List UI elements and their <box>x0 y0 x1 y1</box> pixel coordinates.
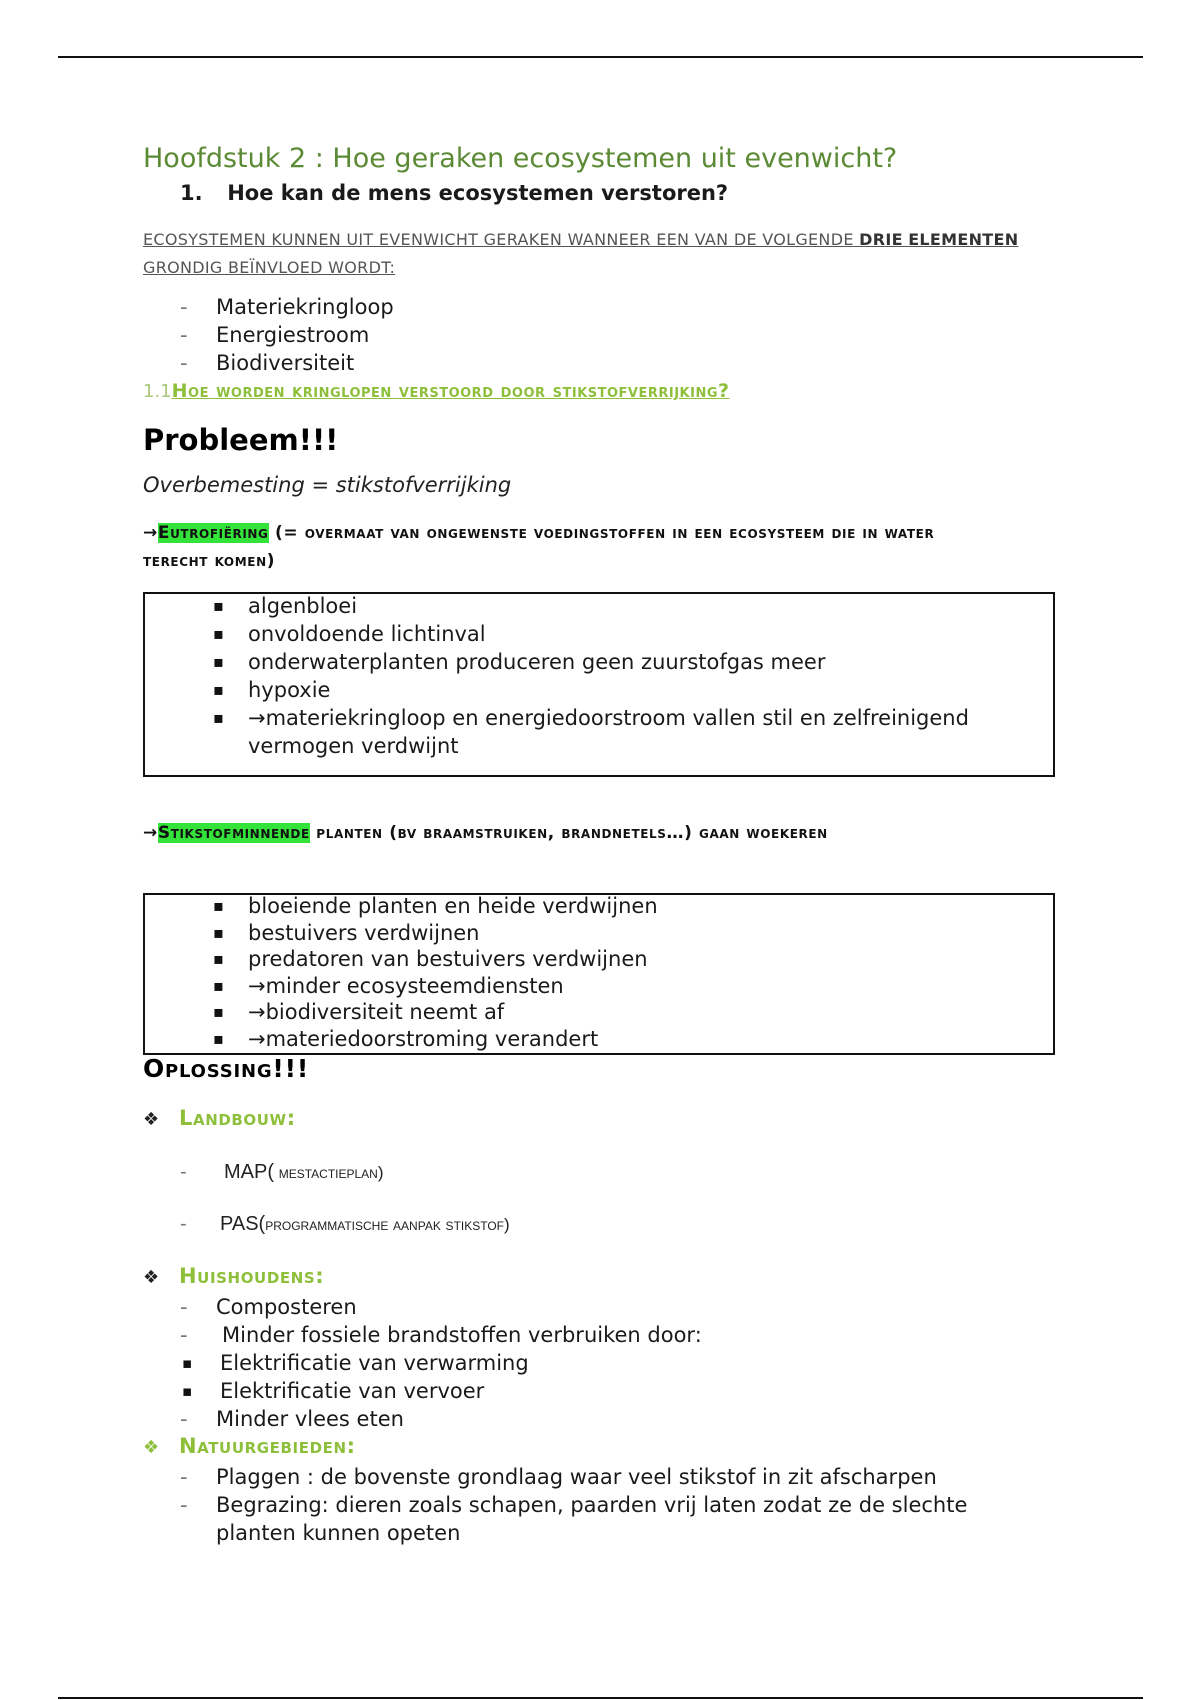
list-item: ▪ →materiedoorstroming verandert <box>145 1026 1053 1053</box>
pas-full: programmatische aanpak stikstof) <box>265 1215 510 1234</box>
overbemesting-line: Overbemesting = stikstofverrijking <box>143 473 512 497</box>
list-item: - Energiestroom <box>180 321 394 349</box>
list-item: - Plaggen : de bovenste grondlaag waar veel stikstof in zit afscharpen <box>180 1463 1040 1491</box>
map-item <box>180 1161 384 1184</box>
intro-paragraph <box>143 226 1023 282</box>
sub-list-item: ▪ Elektrificatie van vervoer <box>164 1377 702 1405</box>
list-item: ▪ →materiekringloop en energiedoorstroom vallen stil en zelfreinigend vermogen verdwijnt <box>145 704 1053 760</box>
stikstof-rest: planten (bv braamstruiken, brandnetels…) gaan woekeren <box>309 823 828 843</box>
list-item: - Minder vlees eten <box>180 1405 702 1433</box>
list-item: ▪ predatoren van bestuivers verdwijnen <box>145 946 1053 973</box>
list-item <box>180 1321 702 1349</box>
stikstof-effects-list <box>145 893 1053 1052</box>
stikstof-heading <box>143 819 1003 847</box>
natuurgebieden-list <box>180 1463 1040 1547</box>
subsection-heading <box>143 380 730 402</box>
eutrofiering-term: Eutrofiëring <box>157 523 269 543</box>
list-item: ▪ onvoldoende lichtinval <box>145 620 1053 648</box>
list-item: ▪ bloeiende planten en heide verdwijnen <box>145 893 1053 920</box>
oplossing-heading: Oplossing!!! <box>143 1054 310 1083</box>
dash-icon: - <box>180 1161 187 1183</box>
landbouw-heading <box>143 1106 296 1130</box>
huishoudens-heading <box>143 1264 324 1288</box>
section-title: Hoe kan de mens ecosystemen verstoren? <box>227 181 729 205</box>
list-item: ▪ bestuivers verdwijnen <box>145 920 1053 947</box>
list-item: ▪ onderwaterplanten produceren geen zuurstofgas meer <box>145 648 1053 676</box>
list-item: ▪ algenbloei <box>145 592 1053 620</box>
section-heading <box>180 181 728 205</box>
intro-bold-drie: DRIE <box>859 230 903 249</box>
natuurgebieden-heading <box>143 1434 356 1458</box>
landbouw-title: Landbouw: <box>179 1106 296 1130</box>
huishoudens-title: Huishoudens: <box>179 1264 325 1288</box>
list-item: ▪ hypoxie <box>145 676 1053 704</box>
diamond-bullet-icon: ❖ <box>143 1109 160 1130</box>
eutrofiering-effects-box <box>143 592 1055 777</box>
dash-icon: - <box>180 1213 187 1235</box>
subsection-number: 1.1 <box>143 381 172 402</box>
subsection-title: Hoe worden kringlopen verstoord door stikstofverrijking? <box>171 380 730 402</box>
top-rule <box>58 56 1143 58</box>
intro-bold-elementen: ELEMENTEN <box>908 230 1019 249</box>
eutrofiering-effects-list <box>145 592 1053 760</box>
pas-abbr: PAS( <box>220 1213 266 1235</box>
list-item: - Biodiversiteit <box>180 349 394 377</box>
section-number: 1. <box>180 181 203 205</box>
list-item-text: Minder fossiele brandstoffen verbruiken door: <box>222 1323 702 1347</box>
diamond-bullet-icon: ❖ <box>143 1267 160 1288</box>
eutrofiering-rest: (= overmaat van ongewenste voedingstoffen in een ecosysteem die in water terecht komen) <box>143 523 935 571</box>
probleem-heading: Probleem!!! <box>143 423 339 457</box>
sub-list-item: ▪ Elektrificatie van verwarming <box>164 1349 702 1377</box>
arrow-icon: → <box>143 523 158 543</box>
huishoudens-list <box>180 1293 702 1433</box>
chapter-title: Hoofdstuk 2 : Hoe geraken ecosystemen uit evenwicht? <box>143 143 898 174</box>
list-item: - Begrazing: dieren zoals schapen, paarden vrij laten zodat ze de slechte planten kunnen opeten <box>180 1491 1040 1547</box>
bottom-rule <box>58 1697 1143 1699</box>
intro-part2: GRONDIG BEÏNVLOED WORDT: <box>143 258 396 277</box>
stikstof-term: Stikstofminnende <box>157 823 310 843</box>
stikstof-effects-box <box>143 893 1055 1055</box>
list-item: ▪ →minder ecosysteemdiensten <box>145 973 1053 1000</box>
natuurgebieden-title: Natuurgebieden: <box>179 1434 356 1458</box>
pas-item <box>180 1213 510 1236</box>
arrow-icon: → <box>143 823 158 843</box>
list-item: ▪ →biodiversiteit neemt af <box>145 999 1053 1026</box>
intro-part1: ECOSYSTEMEN KUNNEN UIT EVENWICHT GERAKEN WANNEER EEN VAN DE VOLGENDE <box>143 230 854 249</box>
list-item: - Materiekringloop <box>180 293 394 321</box>
eutrofiering-heading <box>143 519 963 575</box>
diamond-bullet-icon: ❖ <box>143 1437 160 1458</box>
map-abbr: MAP( <box>224 1161 274 1183</box>
list-item: - Composteren <box>180 1293 702 1321</box>
map-full: mestactieplan) <box>274 1163 384 1182</box>
elements-list <box>180 293 394 377</box>
